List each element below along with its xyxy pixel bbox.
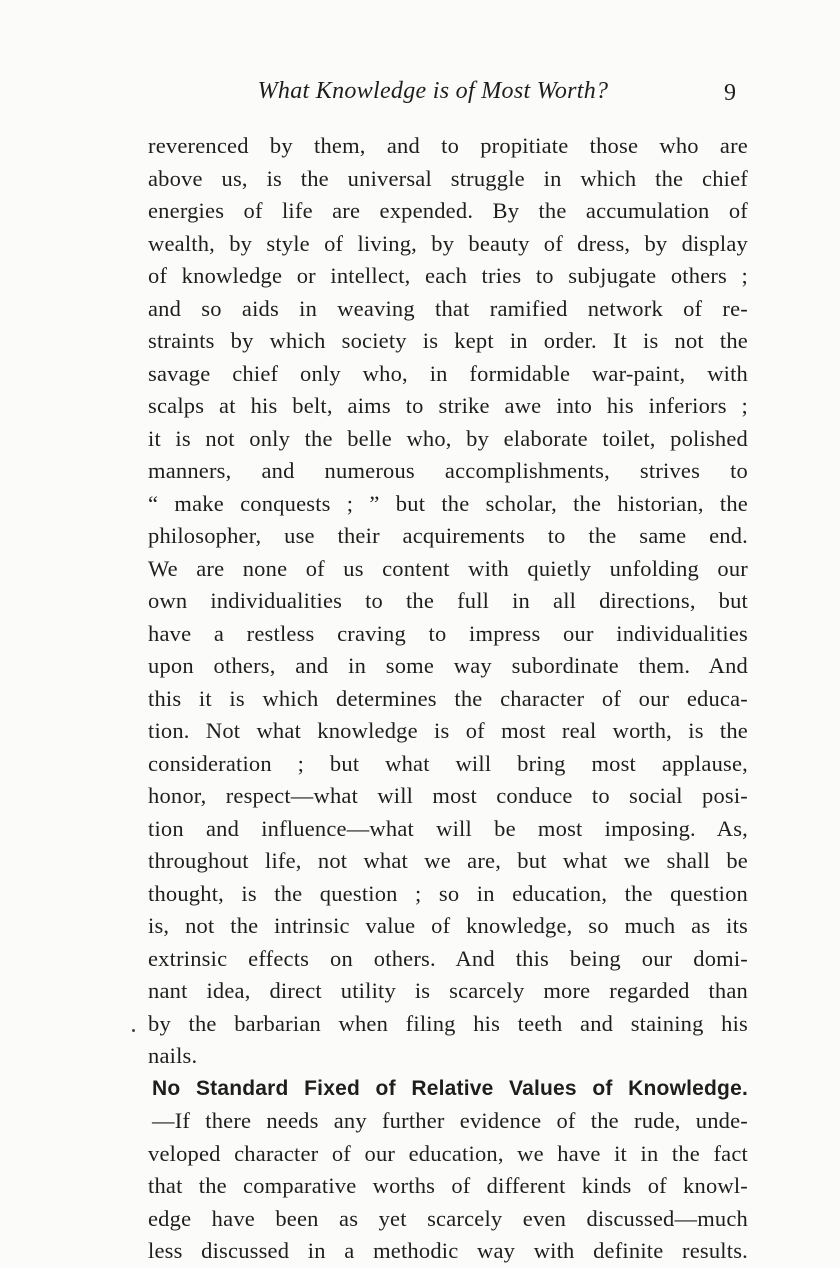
paragraph-1: [148, 130, 748, 1073]
text-line: own individualities to the full in all directions, but: [148, 588, 748, 613]
text-line: We are none of us content with quietly unfolding our: [148, 555, 748, 581]
text-line: by the barbarian when filing his teeth and staining his: [148, 1010, 748, 1036]
text-line: is, not the intrinsic value of knowledge, so much as its: [148, 913, 748, 938]
text-line: extrinsic effects on others. And this being our domi-: [148, 945, 748, 971]
text-line: that the comparative worths of different kinds of knowl-: [148, 1173, 748, 1198]
paragraph-2: [148, 1105, 748, 1268]
text-line: nails.: [148, 1043, 198, 1068]
text-line: upon others, and in some way subordinate them. And: [148, 653, 748, 678]
page-number: 9: [724, 80, 736, 106]
text-line: this it is which determines the character of our educa-: [148, 685, 748, 711]
text-line: of knowledge or intellect, each tries to subjugate others ;: [148, 263, 748, 288]
text-line: throughout life, not what we are, but what we shall be: [148, 848, 748, 873]
text-line: “ make conquests ; ” but the scholar, the historian, the: [148, 490, 748, 516]
text-line: less discussed in a methodic way with definite results.: [148, 1238, 748, 1263]
text-line: above us, is the universal struggle in which the chief: [148, 165, 748, 191]
text-line: and so aids in weaving that ramified network of re-: [148, 295, 748, 321]
margin-mark: [132, 1029, 135, 1032]
text-line: reverenced by them, and to propitiate those who are: [148, 133, 748, 158]
text-line: —If there needs any further evidence of the rude, unde-: [152, 1108, 748, 1133]
text-line: tion and influence—what will be most imposing. As,: [148, 815, 748, 841]
text-line: edge have been as yet scarcely even discussed—much: [148, 1205, 748, 1231]
text-line: scalps at his belt, aims to strike awe into his inferiors ;: [148, 393, 748, 418]
text-line: nant idea, direct utility is scarcely more regarded than: [148, 978, 748, 1003]
text-line: veloped character of our education, we have it in the fact: [148, 1140, 748, 1166]
text-line: it is not only the belle who, by elaborate toilet, polished: [148, 425, 748, 451]
text-line: have a restless craving to impress our individualities: [148, 620, 748, 646]
text-line: consideration ; but what will bring most applause,: [148, 750, 748, 776]
text-line: tion. Not what knowledge is of most real worth, is the: [148, 718, 748, 743]
text-line: wealth, by style of living, by beauty of dress, by display: [148, 230, 748, 256]
text-line: straints by which society is kept in order. It is not the: [148, 328, 748, 353]
text-line: thought, is the question ; so in education, the question: [148, 880, 748, 906]
running-title: What Knowledge is of Most Worth?: [257, 78, 609, 104]
text-line: philosopher, use their acquirements to the same end.: [148, 523, 748, 548]
text-line: savage chief only who, in formidable war-paint, with: [148, 360, 748, 386]
text-line: energies of life are expended. By the accumulation of: [148, 198, 748, 223]
text-line: manners, and numerous accomplishments, strives to: [148, 458, 748, 483]
page-body: [148, 130, 748, 1268]
text-line: honor, respect—what will most conduce to social posi-: [148, 783, 748, 808]
page-header: [148, 78, 748, 110]
section-heading: No Standard Fixed of Relative Values of Knowledge.: [152, 1076, 748, 1100]
